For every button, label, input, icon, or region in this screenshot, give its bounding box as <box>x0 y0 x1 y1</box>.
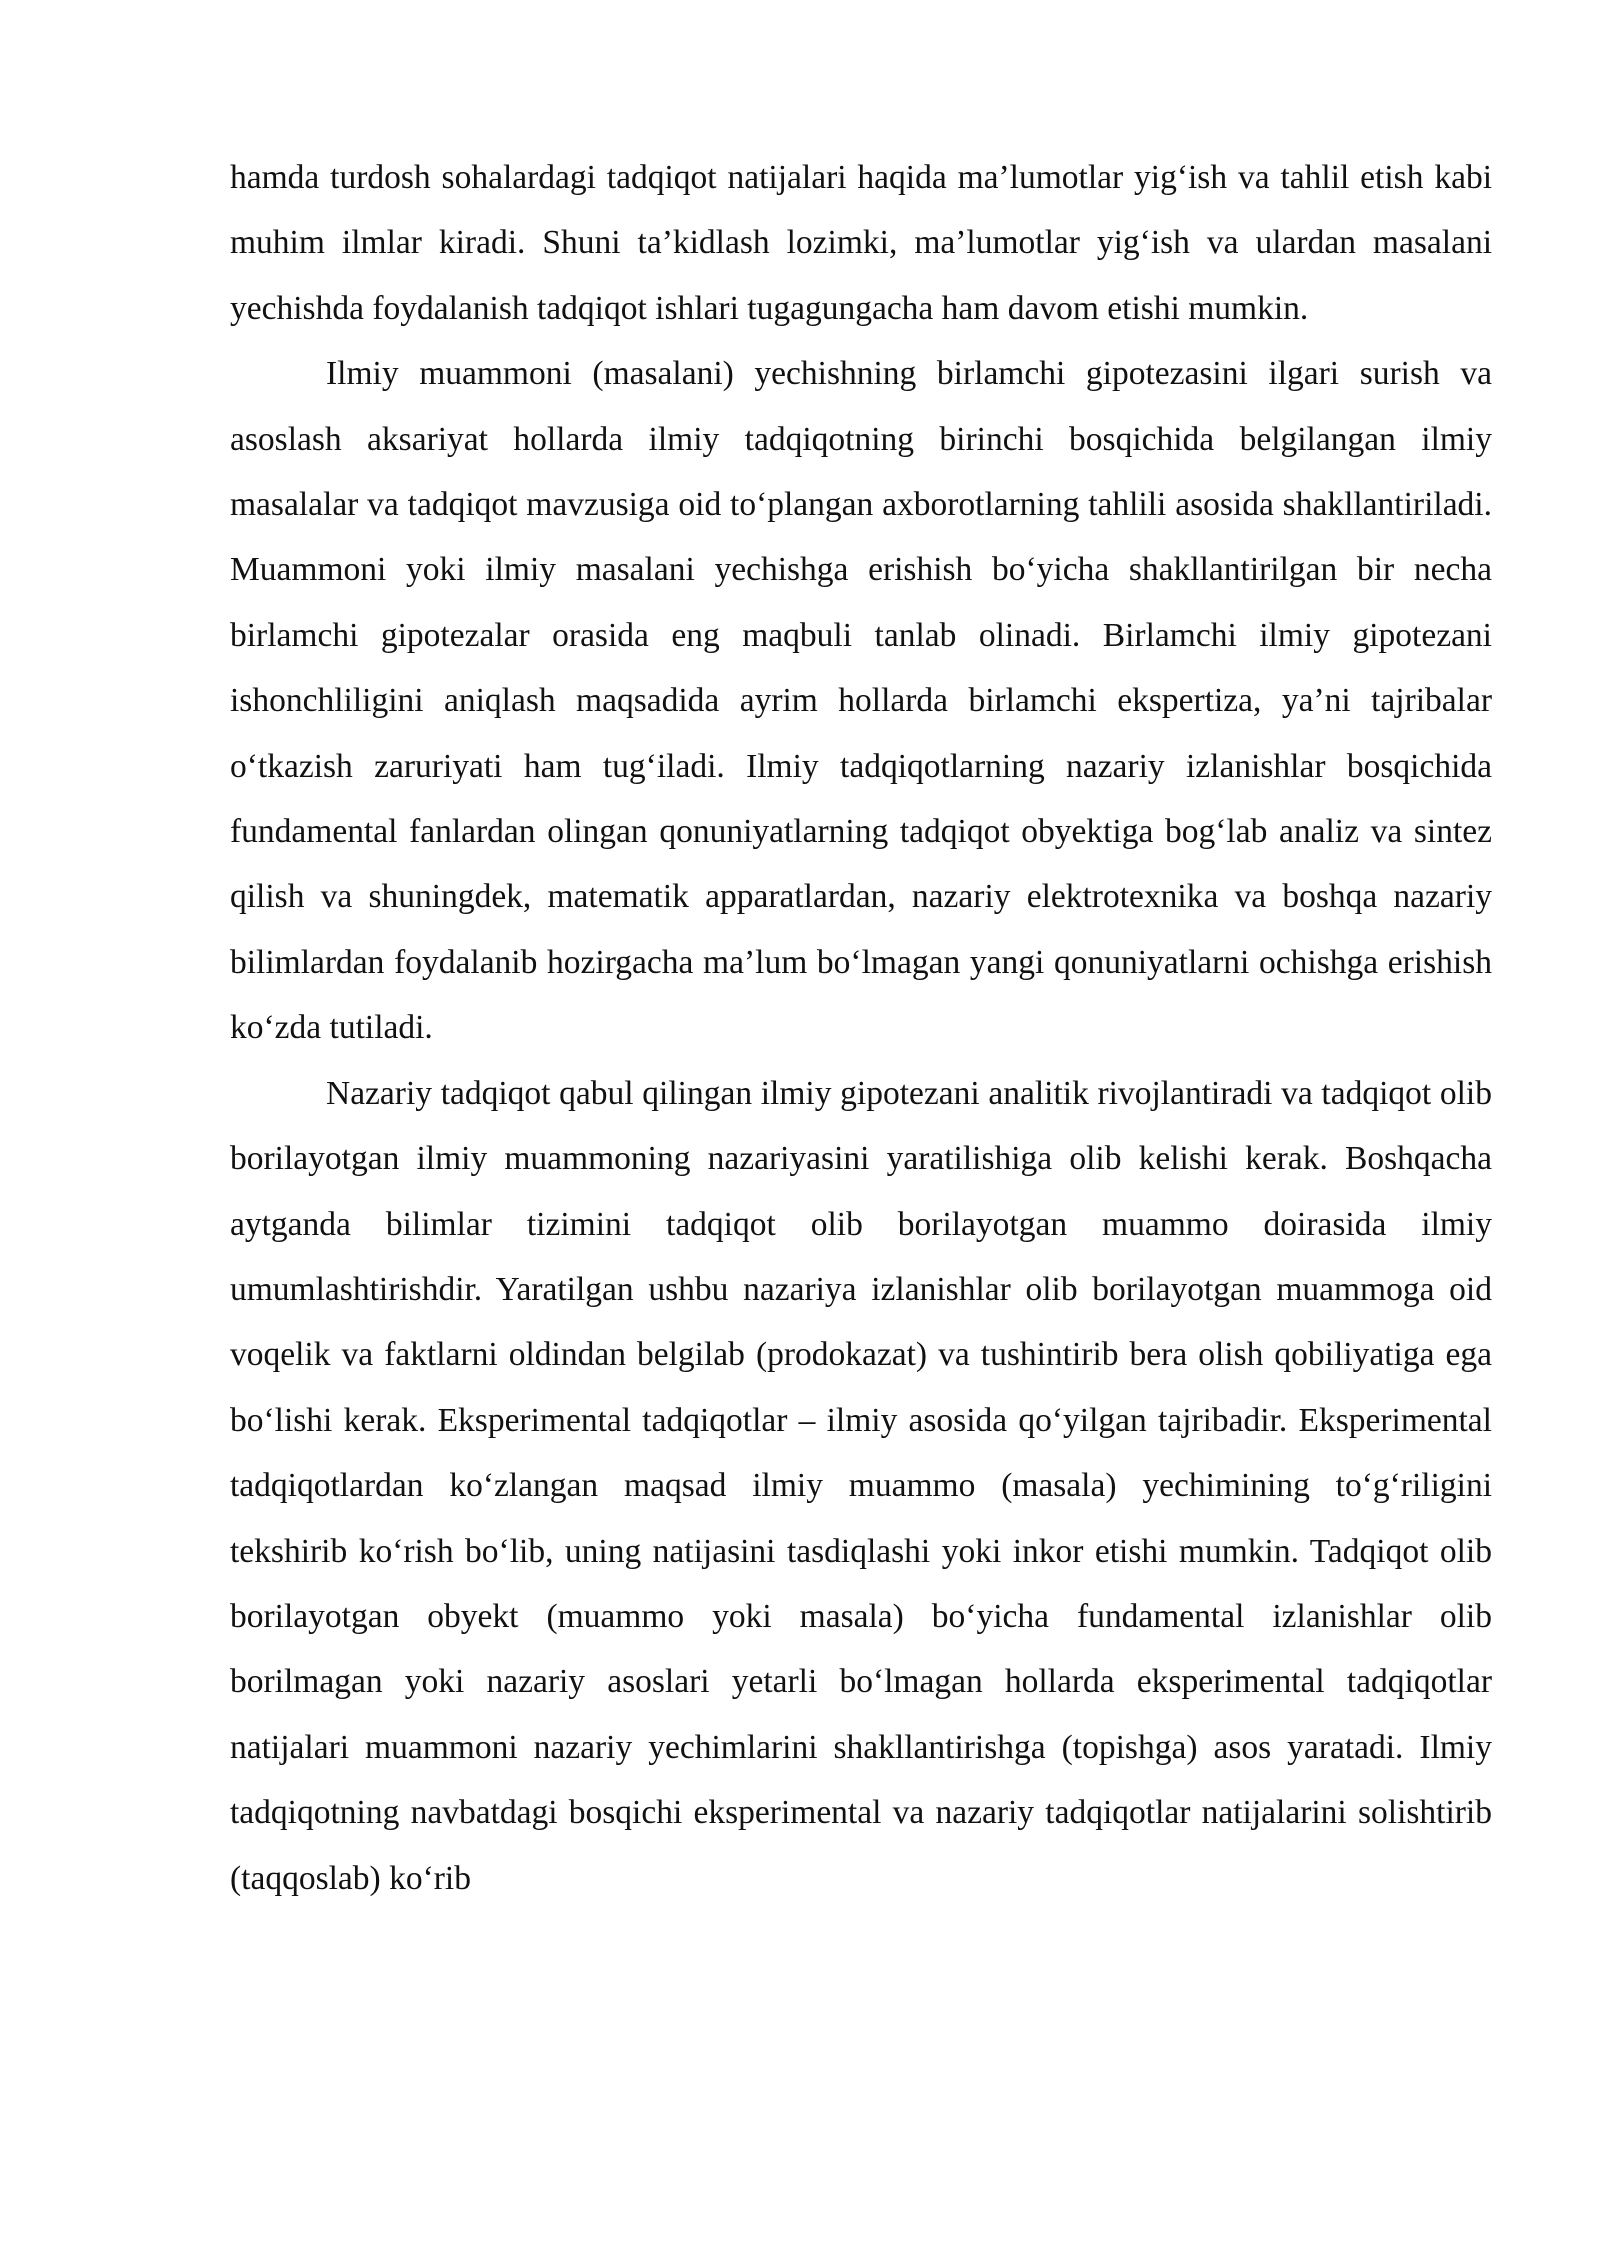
body-text <box>230 145 1492 1911</box>
paragraph-3: Nazariy tadqiqot qabul qilingan ilmiy gipotezani analitik rivojlantiradi va tadqiqot olib borilayotgan ilmiy muammoning nazariyasini yaratilishiga olib kelishi kerak. Boshqacha aytganda bilimlar tizimini tadqiqot olib borilayotgan muammo doirasida ilmiy umumlashtirishdir. Yaratilgan ushbu nazariya izlanishlar olib borilayotgan muammoga oid voqelik va faktlarni oldindan belgilab (prodokazat) va tushintirib bera olish qobiliyatiga ega bo‘lishi kerak. Eksperimental tadqiqotlar – ilmiy asosida qo‘yilgan tajribadir. Eksperimental tadqiqotlardan ko‘zlangan maqsad ilmiy muammo (masala) yechimining to‘g‘riligini tekshirib ko‘rish bo‘lib, uning natijasini tasdiqlashi yoki inkor etishi mumkin. Tadqiqot olib borilayotgan obyekt (muammo yoki masala) bo‘yicha fundamental izlanishlar olib borilmagan yoki nazariy asoslari yetarli bo‘lmagan hollarda eksperimental tadqiqotlar natijalari muammoni nazariy yechimlarini shakllantirishga (topishga) asos yaratadi. Ilmiy tadqiqotning navbatdagi bosqichi eksperimental va nazariy tadqiqotlar natijalarini solishtirib (taqqoslab) ko‘rib <box>230 1074 1492 1897</box>
paragraph-2: Ilmiy muammoni (masalani) yechishning birlamchi gipotezasini ilgari surish va asoslash aksariyat hollarda ilmiy tadqiqotning birinchi bosqichida belgilangan ilmiy masalalar va tadqiqot mavzusiga oid to‘plangan axborotlarning tahlili asosida shakllantiriladi. Muammoni yoki ilmiy masalani yechishga erishish bo‘yicha shakllantirilgan bir necha birlamchi gipotezalar orasida eng maqbuli tanlab olinadi. Birlamchi ilmiy gipotezani ishonchliligini aniqlash maqsadida ayrim hollarda birlamchi ekspertiza, ya’ni tajribalar o‘tkazish zaruriyati ham tug‘iladi. Ilmiy tadqiqotlarning nazariy izlanishlar bosqichida fundamental fanlardan olingan qonuniyatlarning tadqiqot obyektiga bog‘lab analiz va sintez qilish va shuningdek, matematik apparatlardan, nazariy elektrotexnika va boshqa nazariy bilimlardan foydalanib hozirgacha ma’lum bo‘lmagan yangi qonuniyatlarni ochishga erishish ko‘zda tutiladi. <box>230 355 1492 1047</box>
paragraph-1: hamda turdosh sohalardagi tadqiqot natijalari haqida ma’lumotlar yig‘ish va tahlil etish kabi muhim ilmlar kiradi. Shuni ta’kidlash lozimki, ma’lumotlar yig‘ish va ulardan masalani yechishda foydalanish tadqiqot ishlari tugagungacha ham davom etishi mumkin. <box>230 159 1492 327</box>
